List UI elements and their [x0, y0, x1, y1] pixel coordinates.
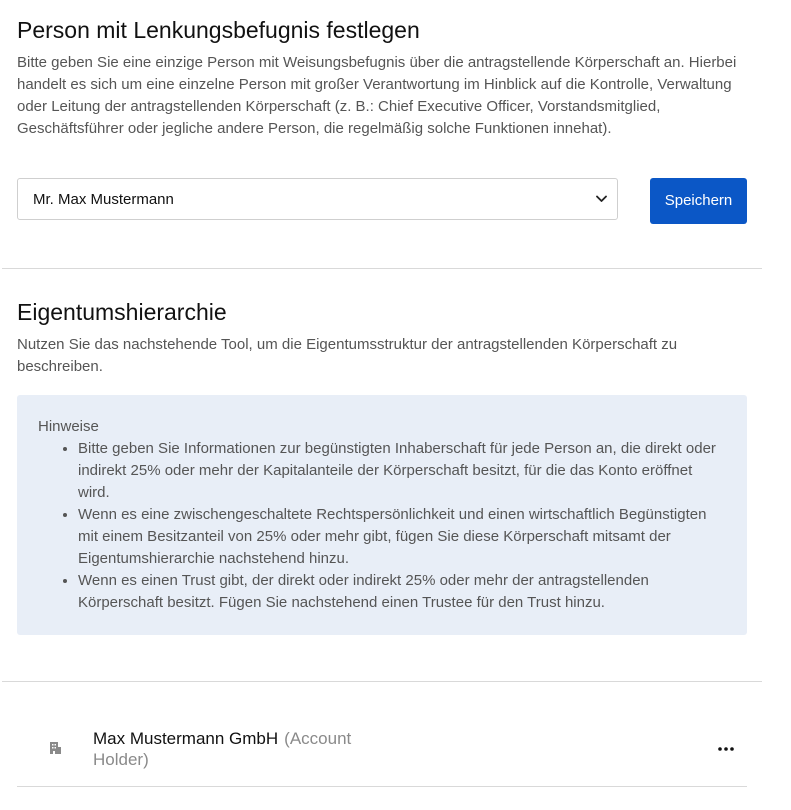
note-item: • Wenn es einen Trust gibt, der direkt oder indirekt 25% oder mehr der antragstellenden Körperschaft besitzt. Fügen Sie nachstehend einen Trustee für den Trust hinzu. — [78, 570, 717, 614]
notes-list — [38, 438, 717, 614]
save-button[interactable]: Speichern — [650, 178, 747, 224]
ownership-section — [17, 298, 747, 378]
controller-section — [17, 16, 747, 140]
controller-person-select[interactable] — [17, 178, 618, 220]
note-item: • Wenn es eine zwischengeschaltete Rechtspersönlichkeit und einen wirtschaftlich Begünstigten mit einem Besitzanteil von 25% oder mehr gibt, fügen Sie diese Körperschaft mitsamt der Eigentumshierarchie nachstehend hinzu. — [78, 504, 717, 570]
note-item: • Bitte geben Sie Informationen zur begünstigten Inhaberschaft für jede Person an, die direkt oder indirekt 25% oder mehr der Kapitalanteile der Körperschaft besitzt, für die das Konto eröffnet wird. — [78, 438, 717, 504]
section-divider — [2, 681, 762, 682]
controller-description: Bitte geben Sie eine einzige Person mit Weisungsbefugnis über die antragstellende Körperschaft an. Hierbei handelt es sich um eine einzelne Person mit großer Verantwortung im Hinblick auf die Kontrolle, Verwaltung oder Leitung der antragstellenden Körperschaft (z. B.: Chief Executive Officer, Vorstandsmitglied, Geschäftsführer oder jegliche andere Person, die regelmäßig solche Funktionen innehat). — [17, 54, 737, 137]
row-divider — [17, 786, 747, 787]
controller-person-value: Mr. Max Mustermann — [33, 190, 174, 208]
controller-select-row — [17, 178, 747, 224]
section-divider — [2, 268, 762, 269]
account-holder-name: Max Mustermann GmbH — [93, 729, 279, 748]
account-holder-label — [93, 728, 393, 770]
account-holder-role: (Account Holder) — [93, 729, 352, 769]
more-horizontal-icon[interactable] — [715, 738, 737, 760]
chevron-down-icon — [595, 193, 607, 205]
notes-box — [17, 395, 747, 635]
notes-title: Hinweise — [38, 418, 99, 435]
building-icon — [47, 740, 63, 756]
ownership-title: Eigentumshierarchie — [17, 299, 227, 325]
account-holder-row[interactable] — [17, 726, 747, 786]
controller-title: Person mit Lenkungsbefugnis festlegen — [17, 17, 420, 43]
ownership-description: Nutzen Sie das nachstehende Tool, um die Eigentumsstruktur der antragstellenden Körperschaft zu beschreiben. — [17, 336, 678, 375]
